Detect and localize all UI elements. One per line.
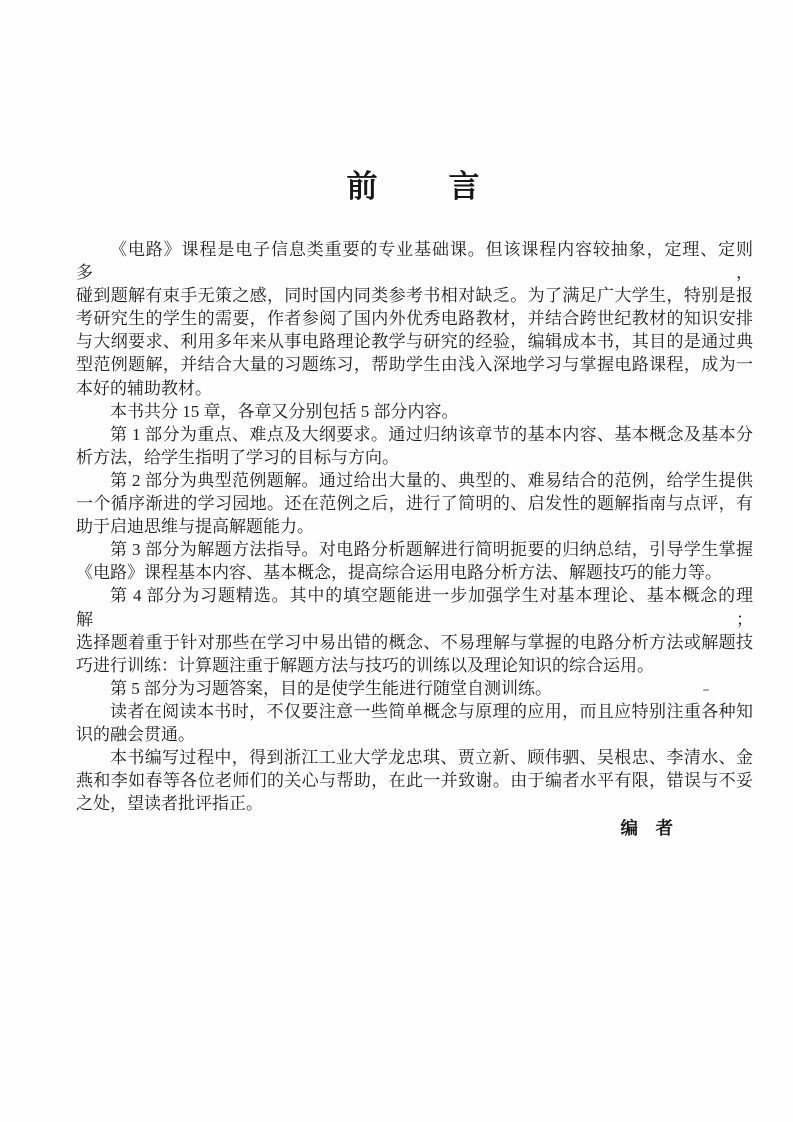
author-signature: 编 者 xyxy=(620,818,673,838)
text-line: 本好的辅助教材。 xyxy=(76,378,212,398)
paragraph xyxy=(76,423,753,469)
text-line: 本书共分 15 章，各章又分别包括 5 部分内容。 xyxy=(110,401,459,421)
text-line: 第 3 部分为解题方法指导。对电路分析题解进行简明扼要的归纳总结，引导学生掌握 xyxy=(110,540,753,560)
text-line: 与大纲要求、利用多年来从事电路理论教学与研究的经验，编辑成本书，其目的是通过典 xyxy=(76,332,753,352)
text-line: 第 4 部分为习题精选。其中的填空题能进一步加强学生对基本理论、基本概念的理解； xyxy=(76,586,753,629)
text-line: 读者在阅读本书时，不仅要注意一些简单概念与原理的应用，而且应特别注重各种知 xyxy=(110,701,753,721)
text-line: 碰到题解有束手无策之感，同时国内同类参考书相对缺乏。为了满足广大学生，特别是报 xyxy=(76,286,753,306)
paragraph xyxy=(76,238,753,400)
text-line: 第 5 部分为习题答案，目的是使学生能进行随堂自测训练。 xyxy=(110,678,552,698)
text-line: 考研究生的学生的需要，作者参阅了国内外优秀电路教材，并结合跨世纪教材的知识安排 xyxy=(76,309,753,329)
text-line: 燕和李如春等各位老师们的关心与帮助，在此一并致谢。由于编者水平有限，错误与不妥 xyxy=(76,771,753,791)
text-line: 巧进行训练：计算题注重于解题方法与技巧的训练以及理论知识的综合运用。 xyxy=(76,655,654,675)
text-line: 之处，望读者批评指正。 xyxy=(76,794,263,814)
page-title: 前 言 xyxy=(346,169,483,204)
paragraph xyxy=(76,584,753,676)
text-line: 析方法，给学生指明了学习的目标与方向。 xyxy=(76,447,399,467)
text-line: 《电路》课程基本内容、基本概念，提高综合运用电路分析方法、解题技巧的能力等。 xyxy=(76,563,722,583)
text-line: 《电路》课程是电子信息类重要的专业基础课。但该课程内容较抽象，定理、定则多， xyxy=(76,240,753,283)
paragraph xyxy=(76,746,753,815)
text-line: 一个循序渐进的学习园地。还在范例之后，进行了简明的、启发性的题解指南与点评，有 xyxy=(76,494,753,514)
paragraph xyxy=(76,677,753,700)
text-line: 识的融会贯通。 xyxy=(76,724,195,744)
text-line: 助于启迪思维与提高解题能力。 xyxy=(76,517,314,537)
scan-speck-artifact xyxy=(703,689,709,691)
paragraph xyxy=(76,538,753,584)
text-line: 型范例题解，并结合大量的习题练习，帮助学生由浅入深地学习与掌握电路课程，成为一 xyxy=(76,355,753,375)
paragraph xyxy=(76,469,753,538)
preface-body xyxy=(76,238,753,815)
text-line: 本书编写过程中，得到浙江工业大学龙忠琪、贾立新、顾伟驷、吴根忠、李清水、金 xyxy=(110,748,753,768)
paragraph xyxy=(76,400,753,423)
text-line: 第 2 部分为典型范例题解。通过给出大量的、典型的、难易结合的范例，给学生提供 xyxy=(110,470,753,490)
text-line: 第 1 部分为重点、难点及大纲要求。通过归纳该章节的基本内容、基本概念及基本分 xyxy=(110,424,753,444)
paragraph xyxy=(76,700,753,746)
text-line: 选择题着重于针对那些在学习中易出错的概念、不易理解与掌握的电路分析方法或解题技 xyxy=(76,632,753,652)
